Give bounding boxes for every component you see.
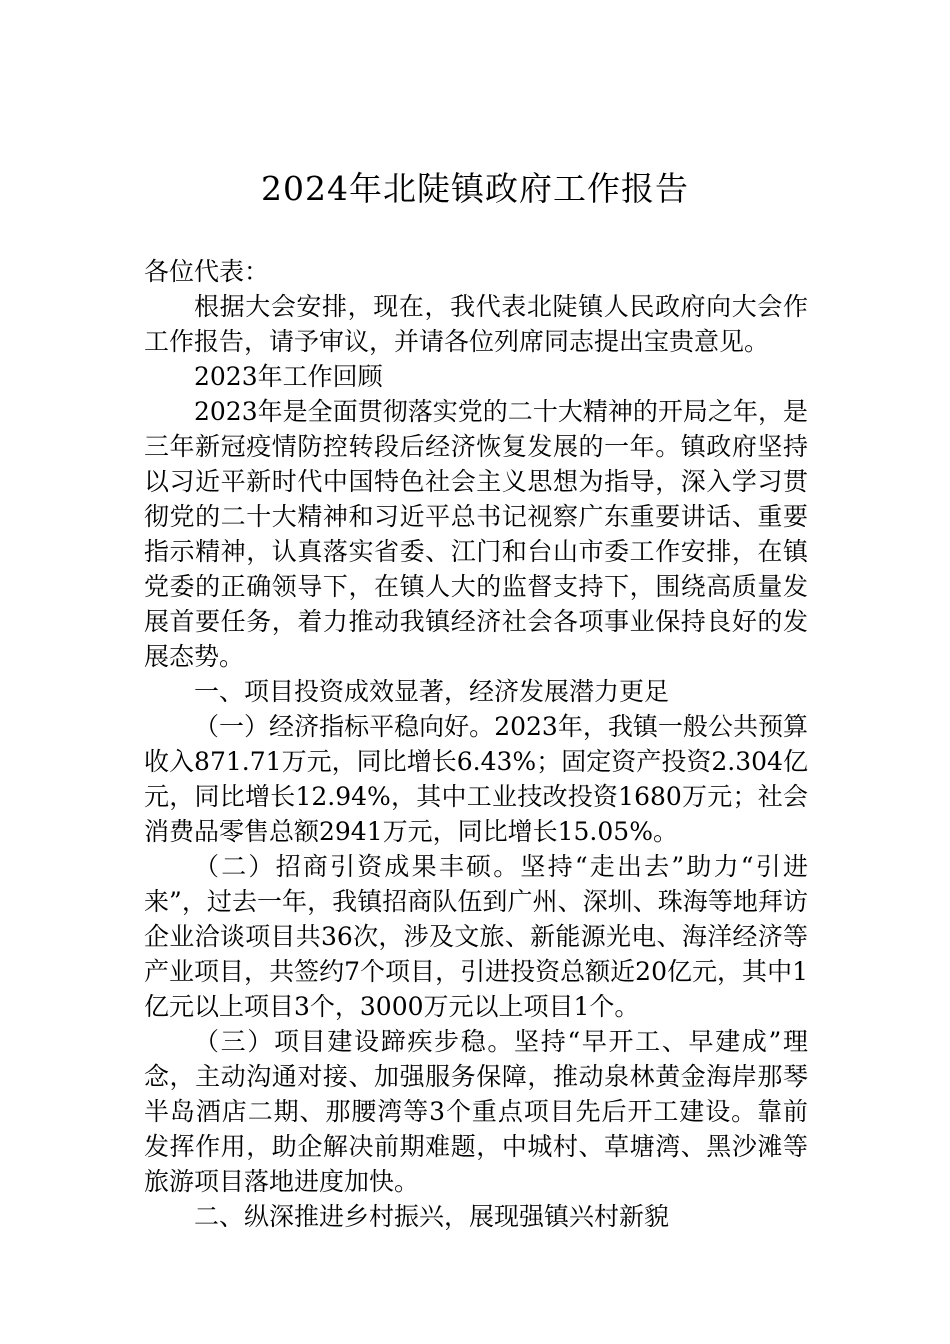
paragraph-investment-attraction: （二）招商引资成果丰硕。坚持“走出去”助力“引进来”，过去一年，我镇招商队伍到广州、深圳、珠海等地拜访企业洽谈项目共36次，涉及文旅、新能源光电、海洋经济等产业项目，共签约7个项目，引进投资总额近20亿元，其中1亿元以上项目3个，3000万元以上项目1个。 [144,852,808,1021]
paragraph-intro: 根据大会安排，现在，我代表北陡镇人民政府向大会作工作报告，请予审议，并请各位列席同志提出宝贵意见。 [144,292,808,356]
paragraph-project-construction: （三）项目建设蹄疾步稳。坚持“早开工、早建成”理念，主动沟通对接、加强服务保障，推动泉林黄金海岸那琴半岛酒店二期、那腰湾等3个重点项目先后开工建设。靠前发挥作用，助企解决前期难题，中城村、草塘湾、黑沙滩等旅游项目落地进度加快。 [144,1027,808,1196]
document-title: 2024年北陡镇政府工作报告 [261,169,689,208]
paragraph-economic-indicators: （一）经济指标平稳向好。2023年，我镇一般公共预算收入871.71万元，同比增长6.43%；固定资产投资2.304亿元，同比增长12.94%，其中工业技改投资1680万元；社会消费品零售总额2941万元，同比增长15.05%。 [144,712,808,846]
document-body [144,254,808,1234]
salutation: 各位代表： [144,257,270,286]
paragraph-overview: 2023年是全面贯彻落实党的二十大精神的开局之年，是三年新冠疫情防控转段后经济恢复发展的一年。镇政府坚持以习近平新时代中国特色社会主义思想为指导，深入学习贯彻党的二十大精神和习近平总书记视察广东重要讲话、重要指示精神，认真落实省委、江门和台山市委工作安排，在镇党委的正确领导下，在镇人大的监督支持下，围绕高质量发展首要任务，着力推动我镇经济社会各项事业保持良好的发展态势。 [144,397,808,671]
section-heading-2: 二、纵深推进乡村振兴，展现强镇兴村新貌 [194,1202,670,1231]
section-heading-1: 一、项目投资成效显著，经济发展潜力更足 [194,677,670,706]
section-heading-review: 2023年工作回顾 [194,362,383,391]
